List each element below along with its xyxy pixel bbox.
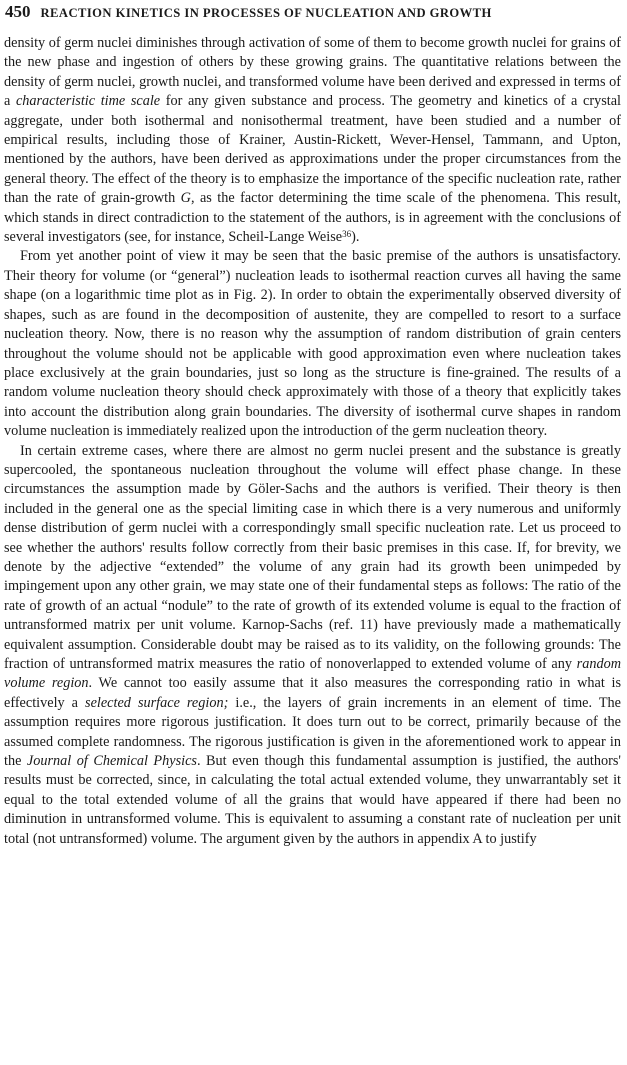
text-run: i.e., the layers of grain increments in an element of time. The assumption requires more rigorous justification. It does turn out to be correct, primarily because of the assumed complete randomness. The rigorous justification is given in the aforementioned work to appear in the — [4, 694, 621, 770]
text-run: . But even though this fundamental assumption is justified, the authors' results must be corrected, since, in calculating the total actual extended volume, they unwarrantably set it equal to the total extended volume of all the grains that would have appeared if there had been no diminution in untransformed volume. This is equivalent to assuming a constant rate of nucleation per unit total (not untransformed) volume. The argument given by the authors in appendix A to justify — [4, 753, 621, 847]
italic-text: random volume region — [4, 656, 621, 692]
paragraph — [4, 247, 621, 441]
text-run: In certain extreme cases, where there are almost no germ nuclei present and the substance is greatly supercooled, the spontaneous nucleation throughout the volume will effect phase change. In these circumstances the assumption made by Göler-Sachs and the authors is verified. Their theory is then included in the general one as the special limiting case in which there is a very numerous and uniformly dense distribution of germ nuclei with a correspondingly small specific nucleation rate. Let us proceed to see whether the authors' results follow correctly from their basic premises in this case. If, for brevity, we denote by the adjective “extended” the volume of any grain had its growth been unimpeded by impingement upon any other grain, we may state one of their fundamental steps as follows: The ratio of the rate of growth of an actual “nodule” to the rate of growth of its extended volume is equal to the fraction of untransformed matrix per unit volume. Karnop-Sachs (ref. 11) have previously made a mathematically equivalent assumption. Considerable doubt may be raised as to its validity, on the following grounds: The fraction of untransformed matrix measures the ratio of nonoverlapped to extended volume of any — [4, 442, 621, 672]
page-header — [4, 2, 621, 34]
running-title: REACTION KINETICS IN PROCESSES OF NUCLEATION AND GROWTH — [40, 6, 492, 20]
body-text — [4, 34, 621, 849]
text-run: for any given substance and process. The geometry and kinetics of a crystal aggregate, under both isothermal and nonisothermal treatment, have been studied and a number of empirical results, including those of Krainer, Austin-Rickett, Wever-Hensel, Tammann, and Upton, mentioned by the authors, have been derived as approximations under the proper circumstances from the general theory. The effect of the theory is to emphasize the importance of the specific nucleation rate, rather than the rate of grain-growth — [4, 93, 621, 207]
italic-text: selected surface region; — [85, 694, 229, 711]
text-run: . We cannot too easily assume that it also measures the corresponding ratio in what is effectively a — [4, 675, 621, 711]
paragraph — [4, 442, 621, 850]
text-run: density of germ nuclei diminishes through activation of some of them to become growth nuclei for grains of the new phase and ingestion of others by these growing grains. The quantitative relations between the density of germ nuclei, growth nuclei, and transformed volume have been derived and expressed in terms of a — [4, 35, 621, 110]
italic-text: Journal of Chemical Physics — [26, 753, 197, 770]
text-run: From yet another point of view it may be seen that the basic premise of the authors is unsatisfactory. Their theory for volume (or “general”) nucleation leads to isothermal reaction curves all having the same shape (on a logarithmic time plot as in Fig. 2). In order to obtain the experimentally observed diversity of shapes, such as are found in the decomposition of austenite, they are compelled to resort to a surface nucleation theory. Now, there is no reason why the assumption of random distribution of grain centers throughout the volume should not be applicable with good approximation even where nucleation takes place exclusively at the grain boundaries, just so long as the structure is fine-grained. The results of a random volume nucleation theory should check approximately with those of a theory that explicitly takes into account the distribution along grain boundaries. The diversity of isothermal curve shapes in random volume nucleation is immediately realized upon the introduction of the germ nucleation theory. — [4, 248, 621, 440]
text-run: ). — [351, 229, 360, 246]
reference-superscript: 36 — [342, 229, 352, 240]
paragraph — [4, 34, 621, 247]
italic-text: G — [180, 190, 191, 207]
text-run: , as the factor determining the time scale of the phenomena. This result, which stands in direct contradiction to the statement of the authors, is in agreement with the conclusions of several investigators (see, for instance, Scheil-Lange Weise — [4, 190, 621, 246]
italic-text: characteristic time scale — [15, 93, 161, 110]
page-number: 450 — [5, 2, 31, 21]
